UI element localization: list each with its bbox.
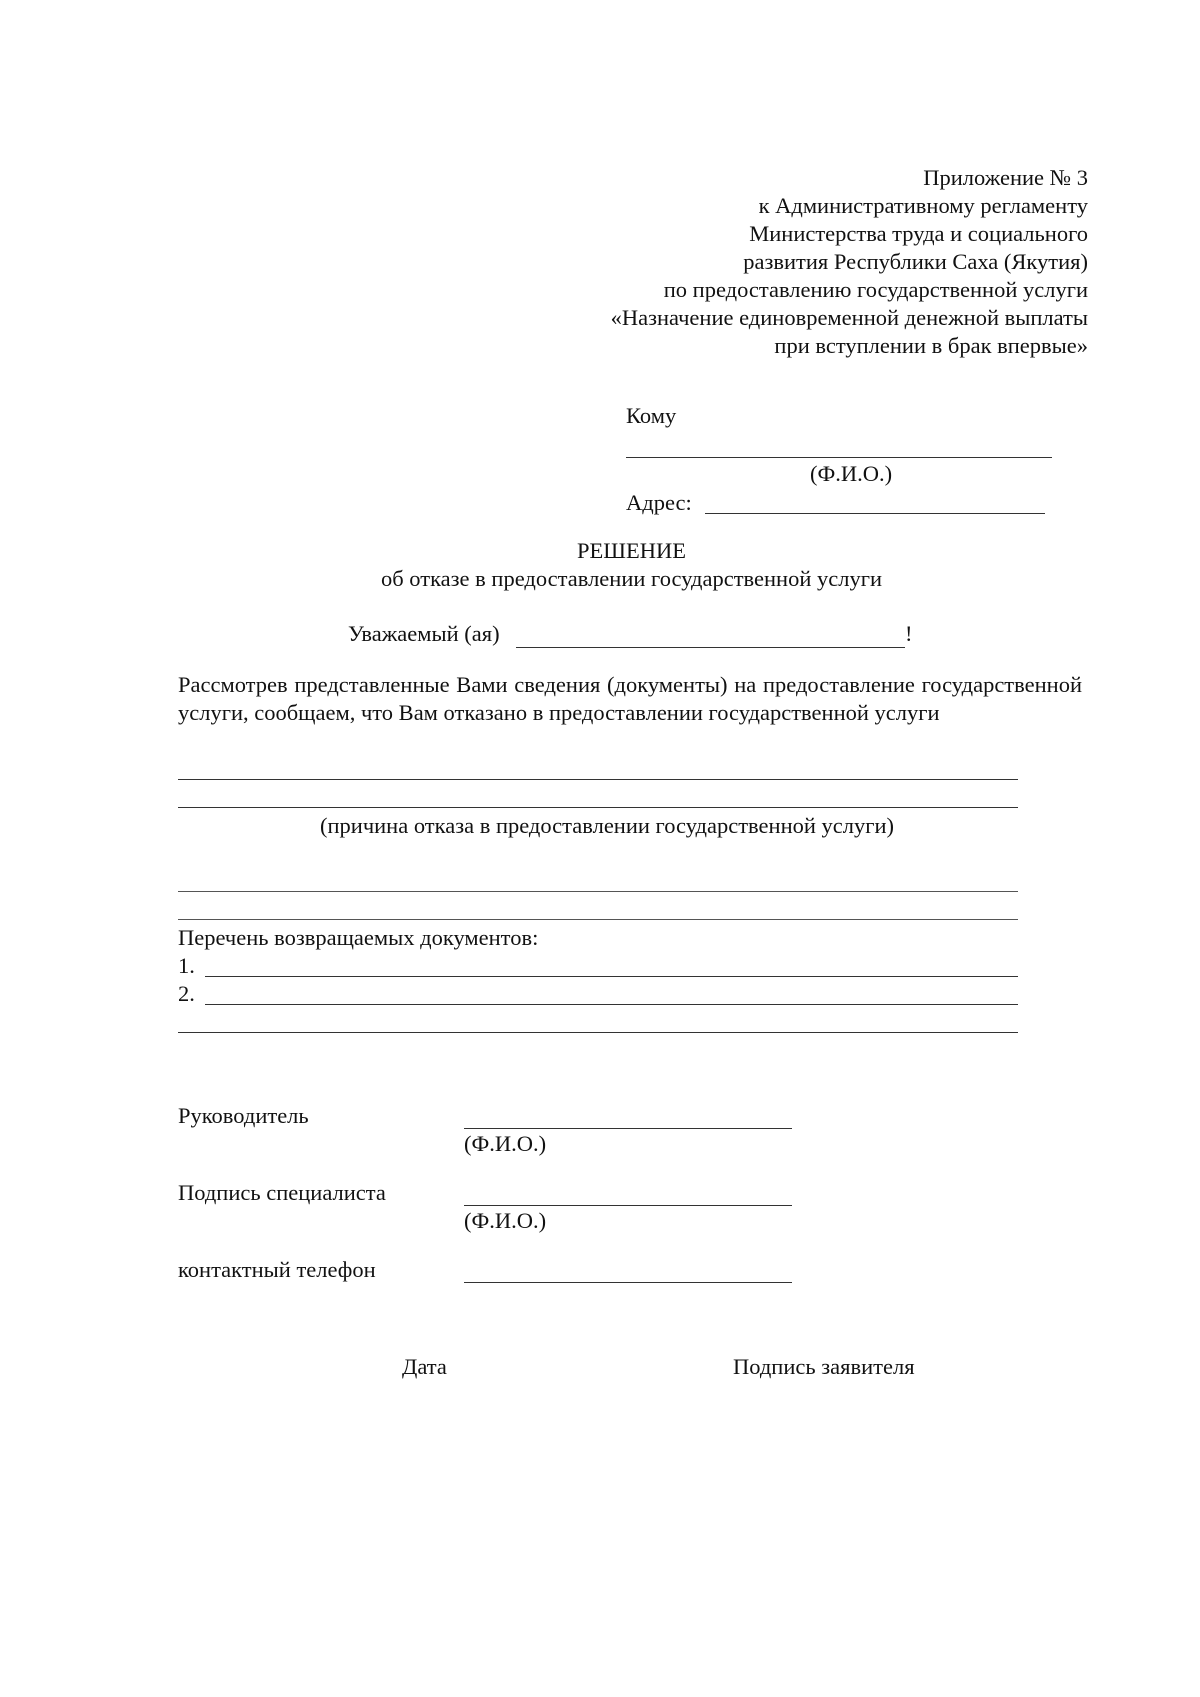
- list-item-number: 1.: [178, 953, 195, 978]
- reason-line[interactable]: [178, 779, 1018, 780]
- head-signature-line[interactable]: [464, 1128, 792, 1129]
- applicant-signature-label: Подпись заявителя: [733, 1354, 915, 1379]
- reason-line[interactable]: [178, 807, 1018, 808]
- specialist-signature-line[interactable]: [464, 1205, 792, 1206]
- list-item-number: 2.: [178, 981, 195, 1006]
- appendix-line: Приложение № 3: [923, 165, 1088, 190]
- appendix-line: по предоставлению государственной услуги: [663, 277, 1088, 302]
- to-label: Кому: [626, 403, 677, 428]
- appendix-line: при вступлении в брак впервые»: [774, 333, 1088, 358]
- address-line[interactable]: [705, 513, 1045, 514]
- recipient-fio-caption: (Ф.И.О.): [810, 461, 893, 486]
- address-label: Адрес:: [626, 490, 692, 515]
- appendix-line: Министерства труда и социального: [749, 221, 1088, 246]
- returned-document-line[interactable]: [178, 1032, 1018, 1033]
- head-fio-caption: (Ф.И.О.): [464, 1131, 547, 1156]
- extra-line[interactable]: [178, 919, 1018, 920]
- head-label: Руководитель: [178, 1103, 309, 1128]
- greeting-name-line[interactable]: [516, 647, 905, 648]
- returned-document-line[interactable]: [205, 976, 1018, 977]
- phone-line[interactable]: [464, 1282, 792, 1283]
- phone-label: контактный телефон: [178, 1257, 376, 1282]
- recipient-fio-line[interactable]: [626, 457, 1052, 458]
- extra-line[interactable]: [178, 891, 1018, 892]
- specialist-fio-caption: (Ф.И.О.): [464, 1208, 547, 1233]
- decision-subtitle: об отказе в предоставлении государственной услуги: [380, 566, 882, 591]
- appendix-line: к Административному регламенту: [758, 193, 1088, 218]
- reason-caption: (причина отказа в предоставлении государственной услуги): [320, 813, 895, 838]
- greeting-suffix: !: [905, 621, 913, 646]
- returned-document-line[interactable]: [205, 1004, 1018, 1005]
- decision-title: РЕШЕНИЕ: [577, 538, 686, 563]
- date-label: Дата: [402, 1354, 447, 1379]
- specialist-label: Подпись специалиста: [178, 1180, 386, 1205]
- appendix-line: «Назначение единовременной денежной выплаты: [610, 305, 1088, 330]
- greeting-prefix: Уважаемый (ая): [348, 621, 500, 646]
- body-paragraph: Рассмотрев представленные Вами сведения (документы) на предоставление государственной услуги, сообщаем, что Вам отказано в предоставлении государственной услуги: [178, 672, 1082, 725]
- returned-documents-label: Перечень возвращаемых документов:: [178, 925, 539, 950]
- appendix-line: развития Республики Саха (Якутия): [743, 249, 1088, 274]
